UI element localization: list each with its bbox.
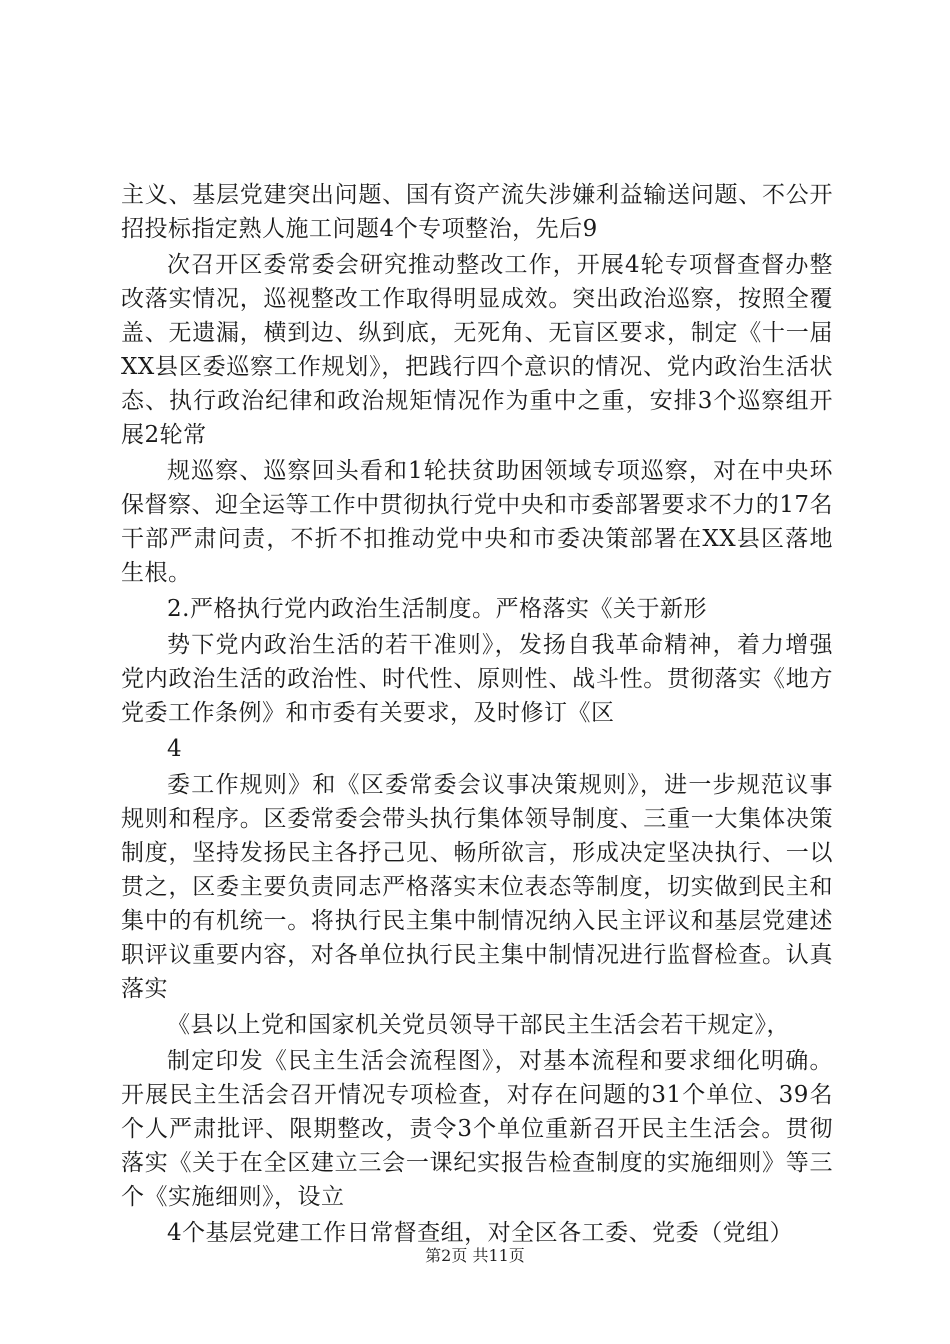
- paragraph-4: 2.严格执行党内政治生活制度。严格落实《关于新形: [167, 596, 707, 622]
- paragraph-9: 制定印发《民主生活会流程图》，对基本流程和要求细化明确。开展民主生活会召开情况专项检查，对存在问题的31个单位、39名个人严肃批评、限期整改，责令3个单位重新召开民主生活会。贯彻落实《关于在全区建立三会一课纪实报告检查制度的实施细则》等三个《实施细则》，设立: [121, 1048, 833, 1210]
- paragraph-10: 4个基层党建工作日常督查组，对全区各工委、党委（党组）: [167, 1220, 794, 1246]
- paragraph-3: 规巡察、巡察回头看和1轮扶贫助困领域专项巡察，对在中央环保督察、迎全运等工作中贯彻执行党中央和市委部署要求不力的17名干部严肃问责，不折不扣推动党中央和市委决策部署在XX县区落地生根。: [121, 458, 833, 586]
- document-body: [121, 178, 833, 1252]
- page-number-footer: 第2页 共11页: [425, 1246, 525, 1265]
- paragraph-6: 4: [167, 736, 183, 762]
- paragraph-1: 主义、基层党建突出问题、国有资产流失涉嫌利益输送问题、不公开招投标指定熟人施工问题4个专项整治，先后9: [121, 182, 833, 242]
- paragraph-5: 势下党内政治生活的若干准则》，发扬自我革命精神，着力增强党内政治生活的政治性、时代性、原则性、战斗性。贯彻落实《地方党委工作条例》和市委有关要求，及时修订《区: [121, 632, 833, 726]
- paragraph-7: 委工作规则》和《区委常委会议事决策规则》，进一步规范议事规则和程序。区委常委会带头执行集体领导制度、三重一大集体决策制度，坚持发扬民主各抒己见、畅所欲言，形成决定坚决执行、一以贯之，区委主要负责同志严格落实末位表态等制度，切实做到民主和集中的有机统一。将执行民主集中制情况纳入民主评议和基层党建述职评议重要内容，对各单位执行民主集中制情况进行监督检查。认真落实: [121, 772, 833, 1002]
- paragraph-8: 《县以上党和国家机关党员领导干部民主生活会若干规定》，: [167, 1012, 790, 1038]
- paragraph-2: 次召开区委常委会研究推动整改工作，开展4轮专项督查督办整改落实情况，巡视整改工作取得明显成效。突出政治巡察，按照全覆盖、无遗漏，横到边、纵到底，无死角、无盲区要求，制定《十一届XX县区委巡察工作规划》，把践行四个意识的情况、党内政治生活状态、执行政治纪律和政治规矩情况作为重中之重，安排3个巡察组开展2轮常: [121, 252, 833, 448]
